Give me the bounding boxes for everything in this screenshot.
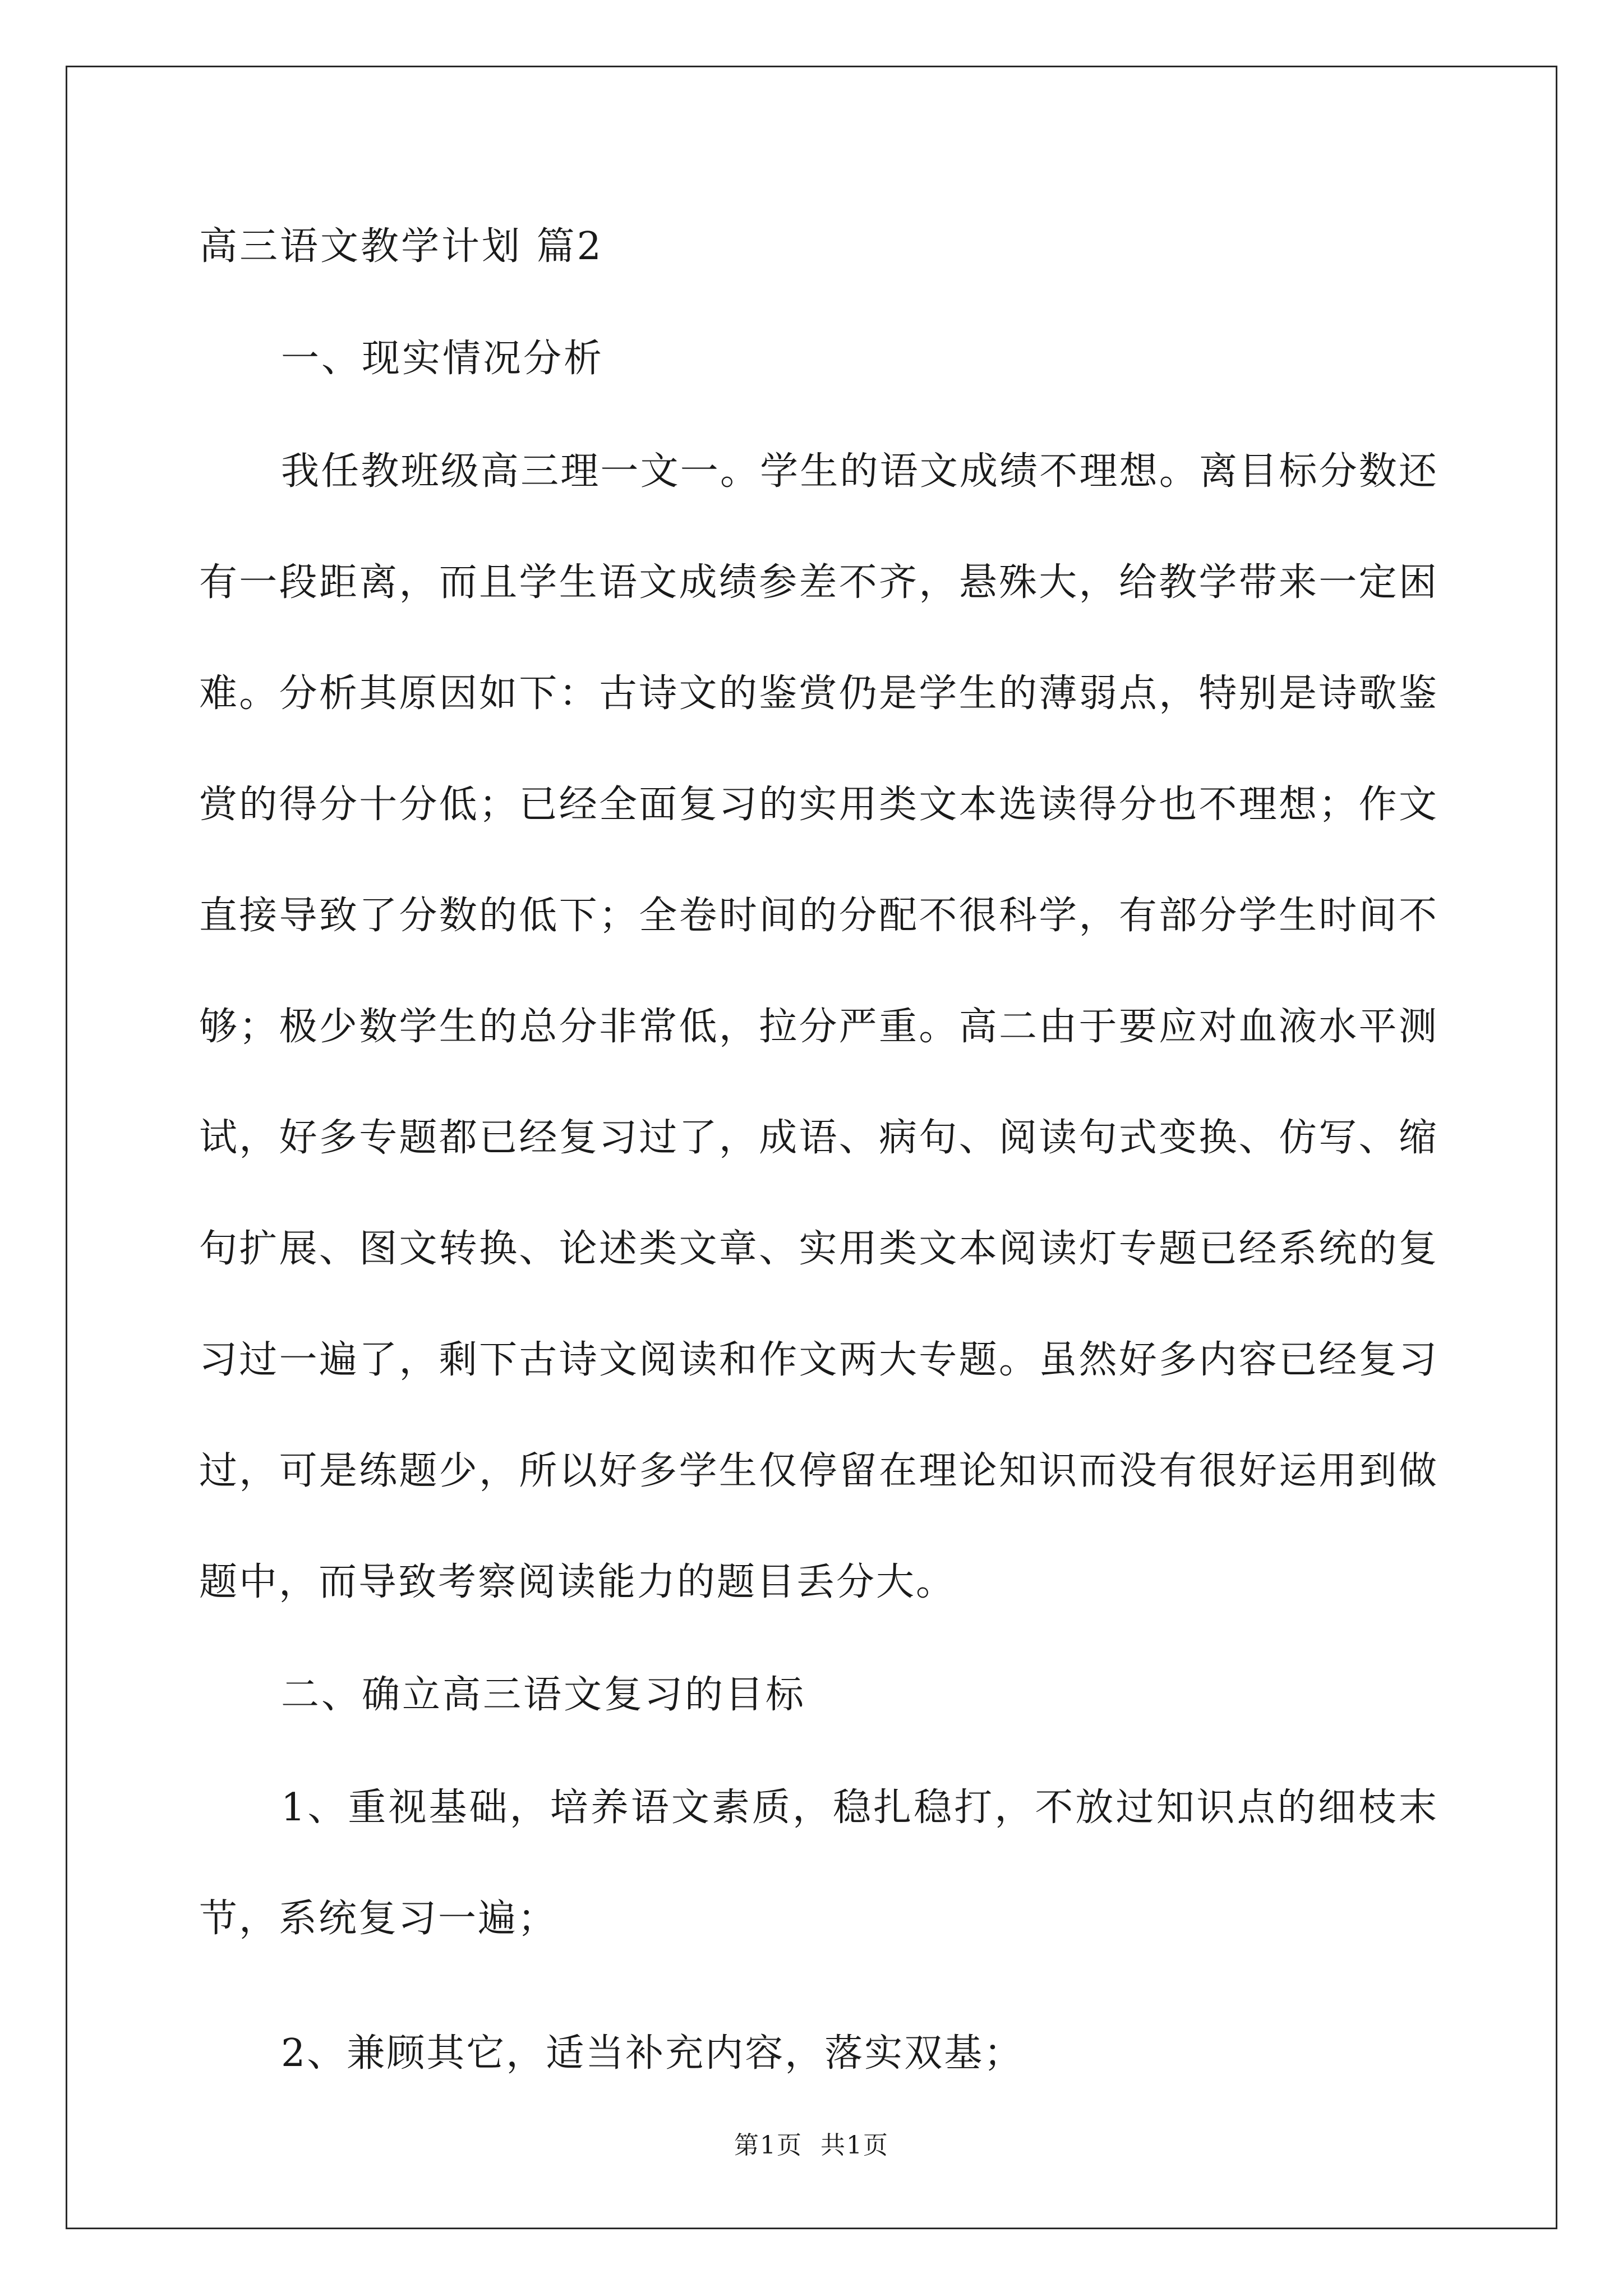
document-body — [199, 213, 1438, 2109]
analysis-paragraph: 我任教班级高三理一文一。学生的语文成绩不理想。离目标分数还有一段距离，而且学生语文成绩参差不齐，悬殊大，给教学带来一定困难。分析其原因如下：古诗文的鉴赏仍是学生的薄弱点，特别是诗歌鉴赏的得分十分低；已经全面复习的实用类文本选读得分也不理想；作文直接导致了分数的低下；全卷时间的分配不很科学，有部分学生时间不够；极少数学生的总分非常低，拉分严重。高二由于要应对血液水平测试，好多专题都已经复习过了，成语、病句、阅读句式变换、仿写、缩句扩展、图文转换、论述类文章、实用类文本阅读灯专题已经系统的复习过一遍了，剩下古诗文阅读和作文两大专题。虽然好多内容已经复习过，可是练题少，所以好多学生仅停留在理论知识而没有很好运用到做题中，而导致考察阅读能力的题目丢分大。 — [199, 449, 1438, 1604]
analysis-paragraph-block — [199, 416, 1438, 1638]
section-heading-goals: 二、确立高三语文复习的目标 — [281, 1673, 806, 1717]
document-title: 高三语文教学计划 篇2 — [199, 224, 603, 269]
goals-list — [199, 1752, 1438, 2109]
goal-item: 1、重视基础，培养语文素质，稳扎稳打，不放过知识点的细枝末节，系统复习一遍； — [199, 1786, 1438, 1941]
page-number-footer: 第1页 共1页 — [734, 2131, 889, 2160]
goal-item: 2、兼顾其它，适当补充内容，落实双基； — [281, 2031, 1024, 2076]
section-heading-analysis: 一、现实情况分析 — [281, 337, 605, 381]
